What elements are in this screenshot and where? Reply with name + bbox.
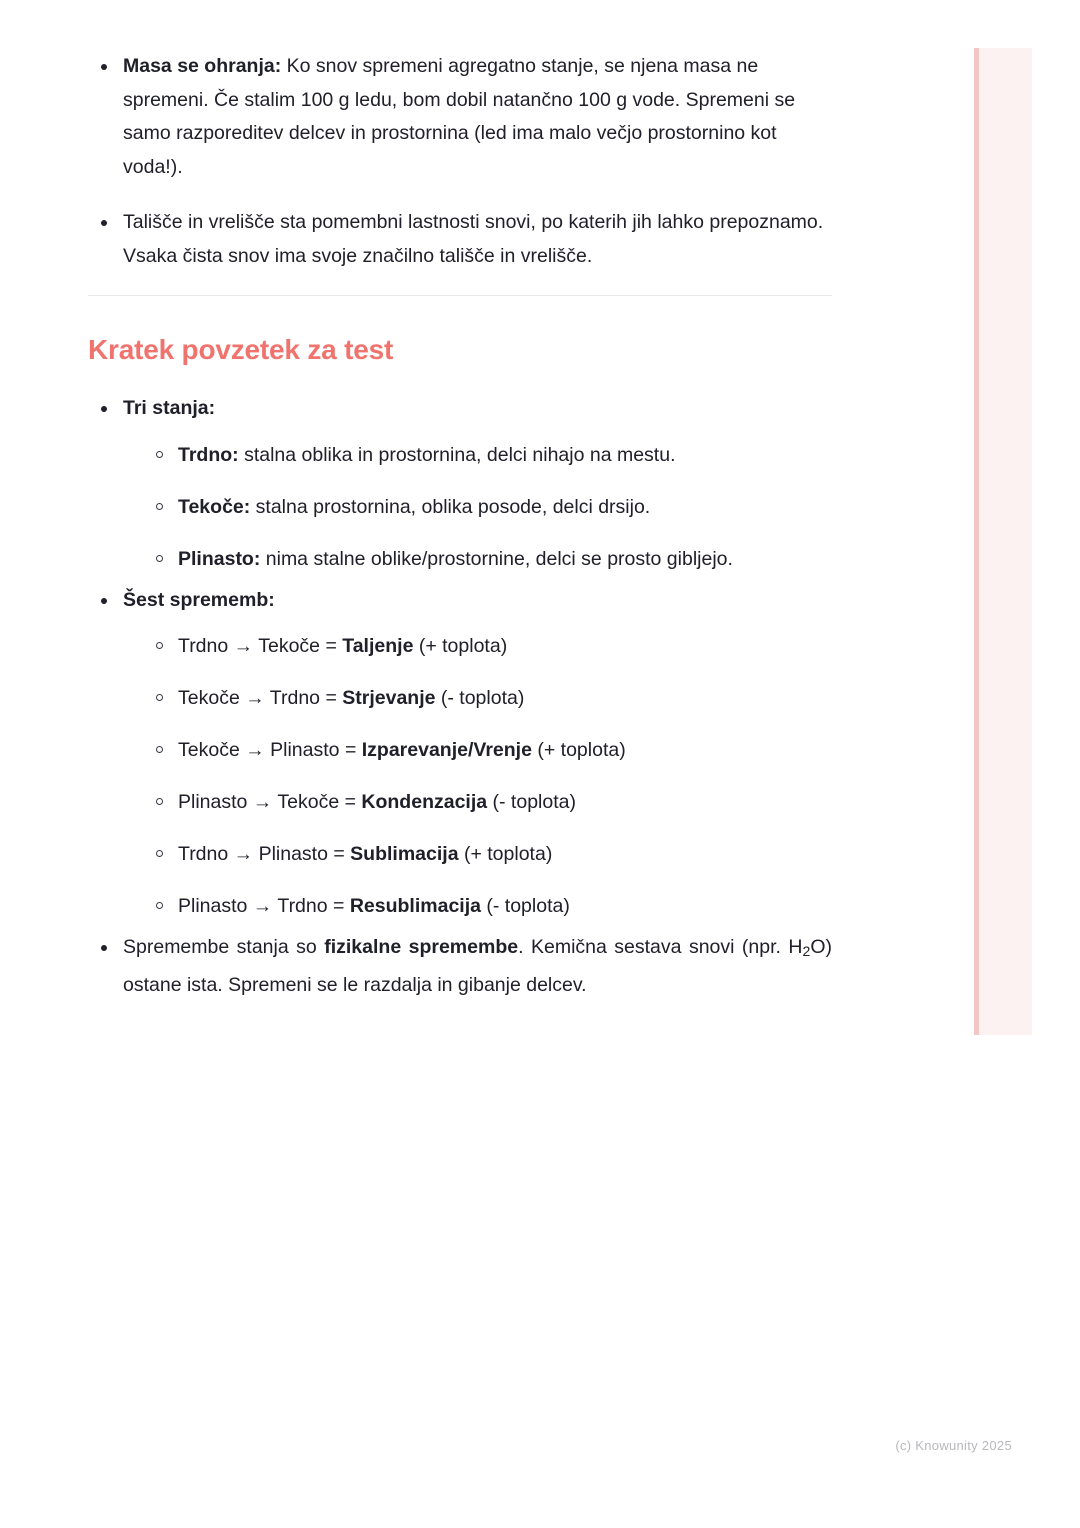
list-item bbox=[88, 392, 832, 574]
change-energy-label: (+ toplota) bbox=[537, 739, 626, 761]
closing-bold-label: fizikalne spremembe bbox=[324, 936, 519, 958]
states-sublist bbox=[143, 440, 832, 574]
change-name-label: Kondenzacija bbox=[361, 791, 488, 813]
arrow-icon: → bbox=[245, 739, 265, 761]
change-to-state: Trdno bbox=[269, 687, 321, 709]
change-from-state: Trdno bbox=[178, 843, 229, 865]
arrow-icon: → bbox=[245, 687, 265, 709]
list-item bbox=[88, 931, 832, 1002]
states-heading-label: Tri stanja: bbox=[123, 397, 216, 419]
equals-sign: = bbox=[333, 895, 345, 917]
change-to-state: Plinasto bbox=[258, 843, 328, 865]
change-from-state: Trdno bbox=[178, 635, 229, 657]
change-name-label: Strjevanje bbox=[342, 687, 436, 709]
arrow-icon: → bbox=[252, 791, 273, 813]
arrow-icon: → bbox=[233, 635, 254, 657]
equals-sign: = bbox=[325, 635, 337, 657]
list-item bbox=[143, 891, 832, 921]
change-name-label: Sublimacija bbox=[350, 843, 459, 865]
list-item bbox=[88, 50, 832, 184]
list-item bbox=[143, 735, 832, 765]
list-item bbox=[143, 544, 832, 574]
state-description: stalna prostornina, oblika posode, delci drsijo. bbox=[250, 495, 651, 518]
list-item bbox=[88, 584, 832, 922]
bullet-lead-label: Masa se ohranja: bbox=[123, 55, 282, 77]
change-name-label: Izparevanje/Vrenje bbox=[361, 739, 532, 761]
state-description: stalna oblika in prostornina, delci nihajo na mestu. bbox=[238, 443, 676, 466]
list-item bbox=[143, 787, 832, 817]
chemical-subscript: 2 bbox=[802, 943, 811, 960]
change-from-state: Plinasto bbox=[178, 895, 248, 917]
equals-sign: = bbox=[325, 687, 337, 709]
change-from-state: Tekoče bbox=[178, 687, 240, 709]
state-description: nima stalne oblike/prostornine, delci se prosto gibljejo. bbox=[260, 547, 733, 570]
change-to-state: Tekoče bbox=[277, 791, 340, 813]
summary-bullet-list bbox=[88, 392, 832, 1002]
change-to-state: Plinasto bbox=[270, 739, 340, 761]
equals-sign: = bbox=[344, 791, 356, 813]
page-title: Kratek povzetek za test bbox=[88, 334, 394, 365]
states-sublist-wrapper bbox=[123, 440, 832, 574]
list-item bbox=[143, 440, 832, 470]
list-item bbox=[143, 492, 832, 522]
closing-text-part2: . Kemična sestava snovi (npr. H bbox=[518, 936, 803, 958]
change-energy-label: (- toplota) bbox=[492, 791, 576, 813]
change-to-state: Tekoče bbox=[258, 635, 321, 657]
arrow-icon: → bbox=[252, 895, 273, 917]
list-item bbox=[143, 631, 832, 661]
list-item bbox=[143, 839, 832, 869]
change-energy-label: (- toplota) bbox=[486, 895, 570, 917]
change-from-state: Plinasto bbox=[178, 791, 248, 813]
equals-sign: = bbox=[333, 843, 345, 865]
list-item bbox=[88, 206, 832, 273]
change-name-label: Taljenje bbox=[342, 635, 414, 657]
arrow-icon: → bbox=[233, 843, 254, 865]
change-energy-label: (+ toplota) bbox=[418, 635, 508, 657]
closing-text-part3: O) ostane ista. Spremeni se le razdalja in gibanje delcev. bbox=[123, 936, 832, 996]
document-content bbox=[88, 50, 832, 1024]
bullet-body-text: Tališče in vrelišče sta pomembni lastnosti snovi, po katerih jih lahko prepoznamo. Vsaka čista snov ima svoje značilno tališče in vrelišče. bbox=[123, 211, 824, 267]
state-name-label: Trdno: bbox=[178, 443, 239, 466]
state-name-label: Plinasto: bbox=[178, 547, 261, 570]
closing-text-part1: Spremembe stanja so bbox=[123, 936, 325, 958]
section-divider bbox=[88, 295, 832, 296]
change-from-state: Tekoče bbox=[178, 739, 240, 761]
intro-bullet-list bbox=[88, 50, 832, 273]
equals-sign: = bbox=[344, 739, 357, 761]
changes-sublist-wrapper bbox=[123, 631, 832, 921]
change-name-label: Resublimacija bbox=[349, 895, 481, 917]
change-to-state: Trdno bbox=[277, 895, 328, 917]
state-name-label: Tekoče: bbox=[178, 495, 251, 518]
footer-copyright: (c) Knowunity 2025 bbox=[895, 1438, 1012, 1453]
changes-sublist bbox=[143, 631, 832, 921]
decorative-side-panel bbox=[974, 48, 1032, 1035]
bullet-body-text: Ko snov spremeni agregatno stanje, se njena masa ne spremeni. Če stalim 100 g ledu, bom dobil natančno 100 g vode. Spremeni se samo razporeditev delcev in prostornina (led ima malo večjo prostornino kot voda!). bbox=[123, 55, 796, 178]
list-item bbox=[143, 683, 832, 713]
changes-heading-label: Šest sprememb: bbox=[123, 588, 275, 611]
change-energy-label: (+ toplota) bbox=[463, 843, 553, 865]
change-energy-label: (- toplota) bbox=[440, 687, 525, 709]
